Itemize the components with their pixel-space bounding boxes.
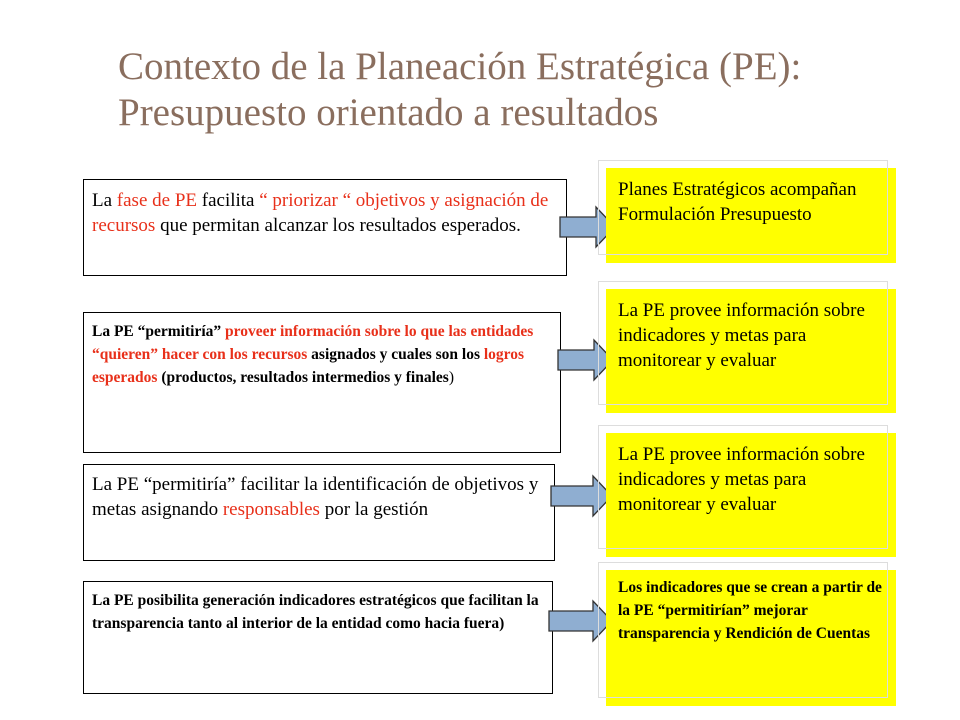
left-box-2 (83, 312, 561, 453)
text-segment: La PE “permitiría” facilitar la identificación de objetivos y metas asignando (92, 474, 539, 520)
result-text: Planes Estratégicos acompañan Formulación Presupuesto (618, 179, 857, 225)
text-segment: La PE “permitiría” (92, 323, 226, 340)
text-segment: que permitan alcanzar los resultados esperados. (155, 215, 521, 236)
text-segment: La (92, 190, 117, 211)
result-text: La PE provee información sobre indicadores y metas para monitorear y evaluar (618, 300, 865, 371)
text-segment: facilita (201, 190, 260, 211)
highlight-segment: responsables (222, 499, 320, 520)
title-line-2: Presupuesto orientado a resultados (118, 91, 659, 134)
slide-title (118, 44, 918, 136)
highlight-segment: logros esperados (92, 346, 525, 386)
highlight-segment: fase de PE (116, 190, 202, 211)
arrow-right-icon (547, 599, 615, 643)
result-box-3 (606, 433, 896, 557)
text-segment: asignados y cuales son los (307, 346, 484, 363)
left-box-4 (83, 581, 553, 694)
left-box-1 (83, 179, 567, 276)
highlight-segment: “ priorizar “ objetivos y asignación de recursos (92, 190, 549, 236)
result-text: La PE provee información sobre indicadores y metas para monitorear y evaluar (618, 444, 865, 515)
result-box-4 (606, 570, 896, 706)
title-line-1: Contexto de la Planeación Estratégica (PE): (118, 45, 802, 88)
result-box-1 (606, 168, 896, 263)
left-box-3 (83, 464, 555, 561)
text-segment: ) (448, 369, 454, 386)
result-text: Los indicadores que se crean a partir de la PE “permitirían” mejorar transparencia y Rendición de Cuentas (618, 579, 882, 642)
result-box-2 (606, 289, 896, 413)
text-segment: (productos, resultados intermedios y finales (157, 369, 449, 386)
text-segment: por la gestión (319, 499, 429, 520)
text-segment: La PE posibilita generación indicadores estratégicos que facilitan la transparencia tanto al interior de la entidad como hacia fuera) (92, 592, 539, 632)
highlight-segment: proveer información sobre lo que las entidades “quieren” hacer con los recursos (92, 323, 534, 363)
